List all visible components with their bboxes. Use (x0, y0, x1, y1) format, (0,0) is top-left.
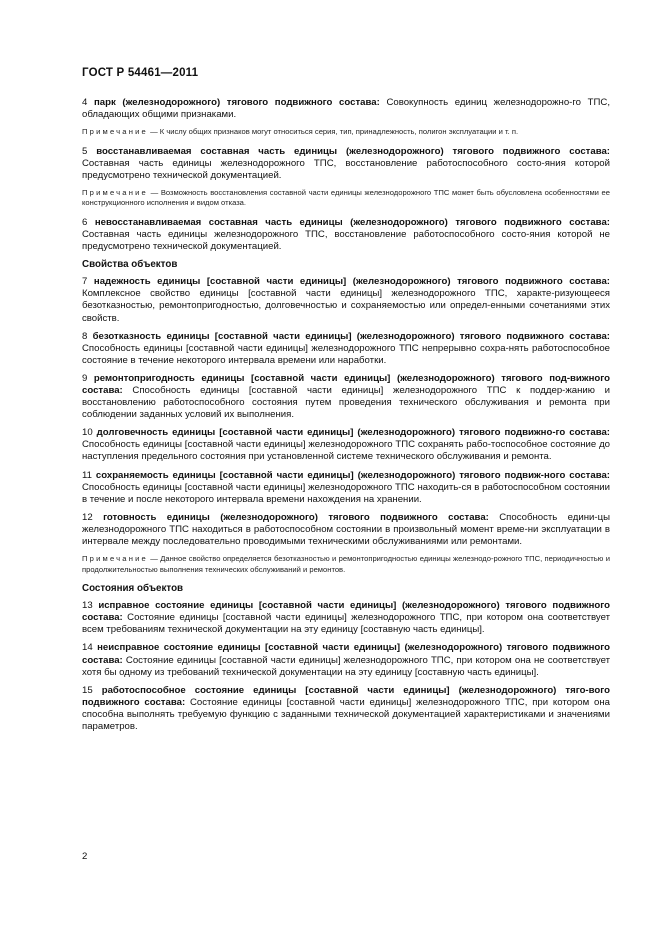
term-entry (82, 642, 610, 678)
term-name: долговечность единицы [составной части единицы] (железнодорожного) тягового подвижно-го состава: (96, 427, 610, 439)
note-text: Возможность восстановления составной части единицы железнодорожного ТПС может быть обусловлена особенностями ее конструкционного исполнения и видом отказа. (82, 187, 610, 208)
term-number: 9 (82, 372, 88, 384)
note-text: К числу общих признаков могут относиться серия, тип, принадлежность, полигон эксплуатации и т. п. (159, 127, 519, 137)
section-heading: Свойства объектов (82, 259, 178, 271)
term-definition: Состояние единицы [составной части единицы] железнодорожного ТПС, при котором она не соответствует хотя бы одному из требований технической документации на эту единицу [составную часть единицы]. (82, 654, 610, 678)
note: Примечание — Данное свойство определяется безотказностью и ремонтопригодностью единицы железнодо-рожного ТПС, периодичностью и продолжительностью выполнения технических обслуживаний и ремонтов. (82, 554, 610, 574)
note-label: Примечание (82, 554, 148, 564)
term-definition: Совокупность единиц железнодорожно-го ТПС, обладающих общими признаками. (82, 97, 610, 121)
term-name: безотказность единицы [составной части единицы] (железнодорожного) тягового подвижного состава: (92, 330, 610, 342)
term-name: ремонтопригодность единицы [составной части единицы] (железнодорожного) тягового под-вижного состава: (82, 372, 610, 396)
term-entry (82, 685, 610, 733)
term-definition: Состояние единицы [составной части единицы] железнодорожного ТПС, при котором она соответствует всем требованиям технической документации на эту единицу [составную часть единицы]. (82, 612, 610, 636)
term-number: 5 (82, 145, 88, 157)
term-number: 14 (82, 642, 93, 654)
note-text: Данное свойство определяется безотказностью и ремонтопригодностью единицы железнодо-рожного ТПС, периодичностью и продолжительностью выполнения технических обслуживаний и ремонтов. (82, 554, 610, 574)
document-header: ГОСТ Р 54461—2011 (82, 67, 199, 79)
term-number: 8 (82, 330, 88, 342)
term-definition: Комплексное свойство единицы [составной части единицы] железнодорожного ТПС, характе-ризующееся безотказностью, ремонтопригодностью, долговечностью и сохраняемостью или определ-енными сочетаниями этих свойств. (82, 288, 610, 324)
section-heading: Состояния объектов (82, 583, 184, 595)
term-name: сохраняемость единицы [составной части единицы] (железнодорожного) тягового подвиж-ного состава: (95, 469, 611, 481)
term-number: 12 (82, 511, 93, 523)
term-number: 7 (82, 276, 88, 288)
term-entry (82, 470, 610, 506)
term-entry (82, 512, 610, 548)
term-name: неисправное состояние единицы [составной части единицы] (железнодорожного) тягового подвижного состава: (82, 642, 611, 666)
term-name: парк (железнодорожного) тягового подвижного состава: (93, 97, 380, 108)
term-definition: Способность единицы [составной части единицы] железнодорожного ТПС непрерывно сохра-нять работоспособное состояние в течение некоторого интервала времени или наработки. (82, 342, 610, 366)
term-entry (82, 276, 610, 324)
term-name: восстанавливаемая составная часть единицы (железнодорожного) тягового подвижного состава: (96, 145, 610, 157)
term-name: работоспособное состояние единицы [составной части единицы] (железнодорожного) тяго-вого подвижного состава: (82, 684, 610, 708)
page-number: 2 (82, 851, 88, 862)
term-entry (82, 373, 610, 421)
term-name: готовность единицы (железнодорожного) тягового подвижного состава: (103, 511, 489, 523)
term-number: 10 (82, 427, 93, 439)
term-name: невосстанавливаемая составная часть единицы (железнодорожного) тягового подвижного состава: (94, 216, 610, 228)
term-name: исправное состояние единицы [составной части единицы] (железнодорожного) тягового подвижного состава: (82, 600, 610, 624)
note-label: Примечание (82, 127, 148, 137)
term-definition: Способность едини-цы железнодорожного ТПС находиться в работоспособном состоянии в произвольный момент време-ни эксплуатации в интервале между последовательно проводимыми техническими обслуживаниями или ремонтами. (82, 511, 610, 548)
term-number: 4 (82, 97, 88, 108)
term-definition: Составная часть единицы железнодорожного ТПС, восстановление работоспособного состо-яния которой предусмотрено технической документацией. (82, 157, 610, 181)
term-number: 11 (82, 469, 92, 481)
term-entry (82, 217, 610, 253)
note: Примечание — К числу общих признаков могут относиться серия, тип, принадлежность, полигон эксплуатации и т. п. (82, 127, 519, 137)
note-label: Примечание (82, 187, 148, 197)
term-definition: Составная часть единицы железнодорожного ТПС, восстановление работоспособного состо-яния которой не предусмотрено технической документацией. (82, 229, 610, 253)
term-number: 15 (82, 684, 93, 696)
document-body (82, 97, 610, 739)
term-number: 6 (82, 216, 88, 228)
term-definition: Способность единицы [составной части единицы] железнодорожного ТПС сохранять рабо-тоспособное состояние до наступления предельного состояния при установленной системе технического обслуживания и ремонта. (82, 439, 610, 463)
term-definition: Состояние единицы [составной части единицы] железнодорожного ТПС, при котором она способна выполнять требуемую функцию с заданными технической документацией характеристиками и значениями параметров. (82, 696, 610, 732)
term-number: 13 (82, 600, 93, 612)
term-definition: Способность единицы [составной части единицы] железнодорожного ТПС к поддер-жанию и восстановлению работоспособного состояния путем проведения технического обслуживания и ремонта при соблюдении заданных условий их выполнения. (82, 385, 610, 421)
term-definition: Способность единицы [составной части единицы] железнодорожного ТПС находить-ся в работоспособном состоянии в течение и после некоторого интервала времени нахождения на хранении. (82, 481, 610, 505)
term-name: надежность единицы [составной части единицы] (железнодорожного) тягового подвижного состава: (93, 276, 610, 288)
term-entry (82, 600, 610, 636)
term-entry (82, 97, 610, 121)
note: Примечание — Возможность восстановления составной части единицы железнодорожного ТПС может быть обусловлена особенностями ее конструкционного исполнения и видом отказа. (82, 187, 610, 208)
term-entry (82, 146, 610, 182)
term-entry (82, 331, 610, 367)
term-entry (82, 427, 610, 463)
